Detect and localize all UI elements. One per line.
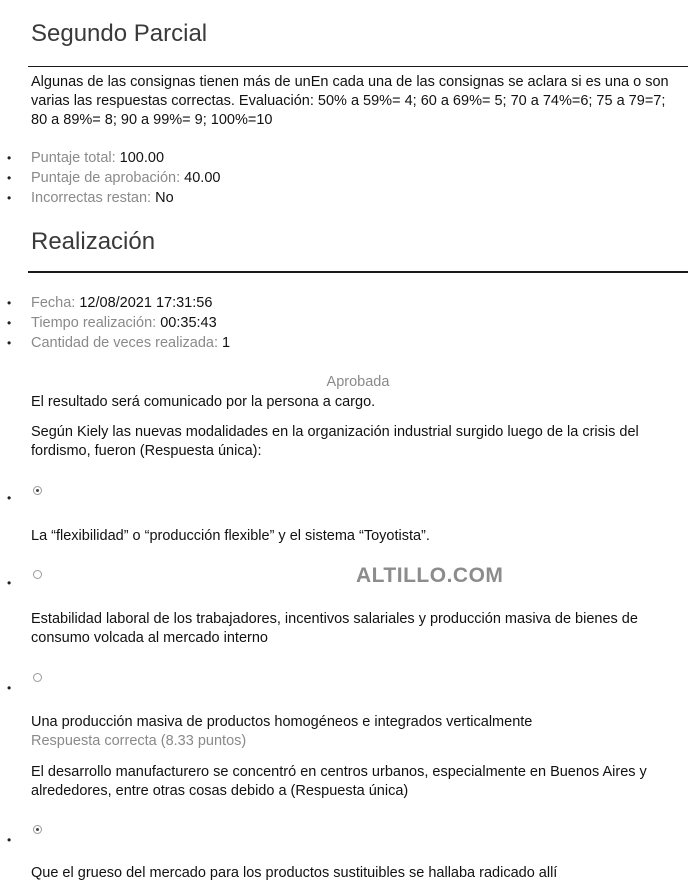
- bullet-icon: •: [7, 576, 12, 590]
- bullet-icon: •: [7, 491, 12, 505]
- bullet-icon: •: [7, 171, 12, 185]
- question-2-text: El desarrollo manufacturero se concentró en centros urbanos, especialmente en Buenos Aires y alrededores, entre otras cosas debido a (Respuesta única): [31, 764, 647, 799]
- attempt-stats-list: [7, 293, 231, 353]
- option-3-text: Una producción masiva de productos homogéneos e integrados verticalmente: [31, 714, 533, 730]
- bullet-icon: •: [7, 316, 12, 330]
- answer-feedback: Respuesta correcta (8.33 puntos): [31, 733, 247, 749]
- divider: [28, 271, 688, 273]
- option-3-radio[interactable]: [33, 673, 42, 682]
- watermark-logo: ALTILLO.COM: [356, 564, 504, 587]
- section-title-realizacion: Realización: [31, 228, 156, 255]
- q2-option-1-radio[interactable]: [33, 825, 42, 834]
- result-note: El resultado será comunicado por la persona a cargo.: [31, 394, 376, 410]
- option-1-radio[interactable]: [33, 486, 42, 495]
- bullet-icon: •: [7, 681, 12, 695]
- stat-incorrectas-restan: • Incorrectas restan: No: [7, 190, 174, 206]
- stat-tiempo-realizacion: • Tiempo realización: 00:35:43: [7, 315, 217, 331]
- option-2-text: Estabilidad laboral de los trabajadores, incentivos salariales y producción masiva de bienes de consumo volcada al mercado interno: [31, 611, 638, 646]
- exam-stats-list: [7, 148, 221, 208]
- result-status: Aprobada: [326, 374, 390, 390]
- bullet-icon: •: [7, 336, 12, 350]
- divider: [28, 66, 688, 67]
- stat-fecha: • Fecha: 12/08/2021 17:31:56: [7, 295, 213, 311]
- bullet-icon: •: [7, 151, 12, 165]
- option-2-radio[interactable]: [33, 570, 42, 579]
- bullet-icon: •: [7, 191, 12, 205]
- option-1-text: La “flexibilidad” o “producción flexible” y el sistema “Toyotista”.: [31, 528, 430, 544]
- stat-cantidad-veces: • Cantidad de veces realizada: 1: [7, 335, 231, 351]
- q2-option-1-text: Que el grueso del mercado para los productos sustituibles se hallaba radicado allí: [31, 865, 558, 881]
- bullet-icon: •: [7, 296, 12, 310]
- question-1-text: Según Kiely las nuevas modalidades en la organización industrial surgido luego de la crisis del fordismo, fueron (Respuesta única):: [31, 424, 639, 459]
- exam-description: Algunas de las consignas tienen más de unEn cada una de las consignas se aclara si es una o son varias las respuestas correctas. Evaluación: 50% a 59%= 4; 60 a 69%= 5; 70 a 74%=6; 75 a 79=7; 80 a 89%= 8; 90 a 99%= 9; 100%=10: [31, 74, 669, 128]
- stat-puntaje-aprobacion: • Puntaje de aprobación: 40.00: [7, 170, 221, 186]
- section-title-segundo-parcial: Segundo Parcial: [31, 20, 208, 47]
- stat-puntaje-total: • Puntaje total: 100.00: [7, 150, 165, 166]
- bullet-icon: •: [7, 833, 12, 847]
